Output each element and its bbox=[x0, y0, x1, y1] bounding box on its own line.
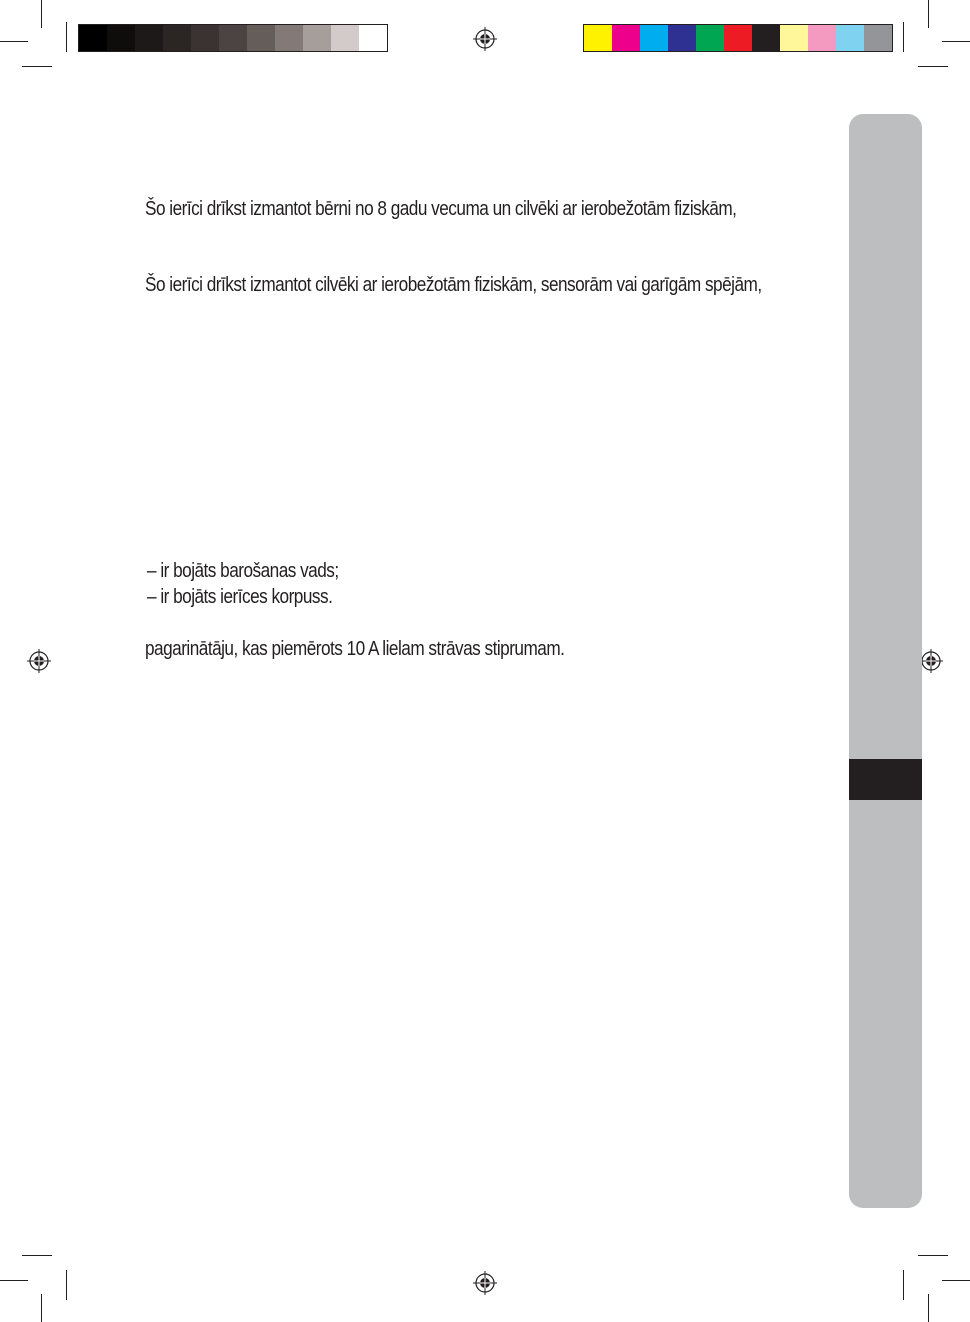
color-swatch bbox=[107, 25, 135, 51]
crop-mark bbox=[22, 66, 52, 67]
color-swatch bbox=[668, 25, 696, 51]
color-swatch bbox=[864, 25, 892, 51]
text-line-3: pagarinātāju, kas piemērots 10 A lielam strāvas stiprumam. bbox=[145, 638, 565, 660]
crop-mark bbox=[918, 66, 948, 67]
color-swatch bbox=[359, 25, 387, 51]
color-swatch bbox=[696, 25, 724, 51]
crop-mark bbox=[0, 41, 28, 42]
color-calibration-bar bbox=[583, 24, 893, 52]
crop-mark bbox=[918, 1255, 948, 1256]
color-swatch bbox=[163, 25, 191, 51]
color-swatch bbox=[780, 25, 808, 51]
color-swatch bbox=[135, 25, 163, 51]
side-tab-marker bbox=[849, 759, 922, 800]
side-tab bbox=[849, 114, 922, 1208]
crop-mark bbox=[41, 1294, 42, 1322]
color-swatch bbox=[640, 25, 668, 51]
color-swatch bbox=[584, 25, 612, 51]
color-swatch bbox=[191, 25, 219, 51]
color-swatch bbox=[303, 25, 331, 51]
color-swatch bbox=[808, 25, 836, 51]
color-swatch bbox=[836, 25, 864, 51]
crop-mark bbox=[942, 41, 970, 42]
crop-mark bbox=[0, 1280, 28, 1281]
color-swatch bbox=[752, 25, 780, 51]
grayscale-calibration-bar bbox=[78, 24, 388, 52]
bullet-item: – ir bojāts barošanas vads; bbox=[147, 560, 339, 582]
color-swatch bbox=[247, 25, 275, 51]
registration-mark-icon bbox=[473, 27, 497, 51]
color-swatch bbox=[612, 25, 640, 51]
crop-mark bbox=[928, 1294, 929, 1322]
bullet-item: – ir bojāts ierīces korpuss. bbox=[147, 586, 333, 608]
crop-mark bbox=[928, 0, 929, 28]
text-line-1: Šo ierīci drīkst izmantot bērni no 8 gadu vecuma un cilvēki ar ierobežotām fiziskām, bbox=[145, 198, 737, 220]
crop-mark bbox=[41, 0, 42, 28]
color-swatch bbox=[275, 25, 303, 51]
crop-mark bbox=[66, 1270, 67, 1300]
crop-mark bbox=[942, 1280, 970, 1281]
color-swatch bbox=[724, 25, 752, 51]
color-swatch bbox=[331, 25, 359, 51]
registration-mark-icon bbox=[919, 649, 943, 673]
crop-mark bbox=[66, 22, 67, 52]
color-swatch bbox=[79, 25, 107, 51]
registration-mark-icon bbox=[27, 649, 51, 673]
crop-mark bbox=[903, 1270, 904, 1300]
crop-mark bbox=[22, 1255, 52, 1256]
text-line-2: Šo ierīci drīkst izmantot cilvēki ar ierobežotām fiziskām, sensorām vai garīgām spējām, bbox=[145, 274, 762, 296]
registration-mark-icon bbox=[473, 1271, 497, 1295]
crop-mark bbox=[903, 22, 904, 52]
color-swatch bbox=[219, 25, 247, 51]
